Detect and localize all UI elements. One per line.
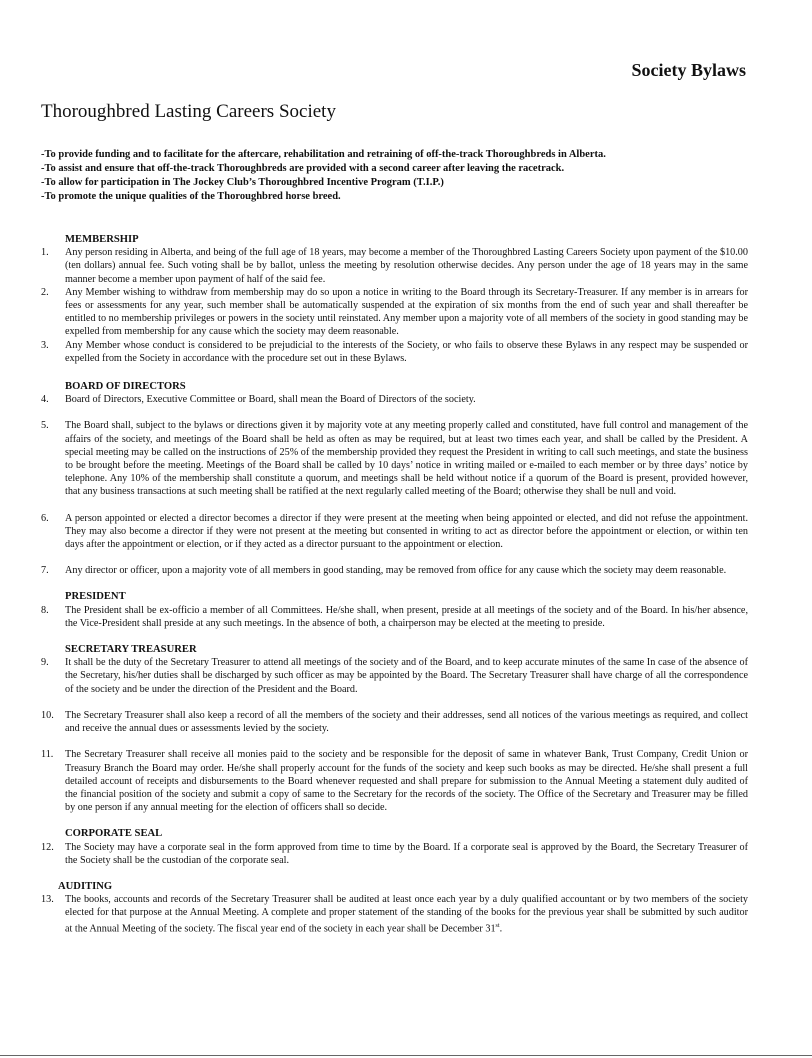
bylaw-number: 10.	[41, 709, 54, 721]
bylaw-text: The Board shall, subject to the bylaws or directions given it by majority vote at any meeting properly called and constituted, have full control and management of the affairs of the society, and meetings of the Board shall be held as often as may be required, but at least two times each year, and shall be called by the President. A special meeting may be called on the instructions of 25% of the membership provided they request the President in writing to call such meetings, and state the business to be brought before the meeting. Meetings of the Board shall be called by 10 days’ notice in writing mailed or e-mailed to each member or by three days’ notice by telephone. Any 10% of the membership shall constitute a quorum, and meetings shall be held without notice if a quorum of the Board is present, provided however, that any business transactions at such meeting shall be ratified at the next regularly called meeting of the Board; otherwise they shall be null and void.	[65, 420, 748, 498]
bylaw-number: 4.	[41, 394, 49, 406]
bylaw-number: 9.	[41, 657, 49, 669]
bylaw-text: The Secretary Treasurer shall receive all monies paid to the society and be responsible for the deposit of same in whatever Bank, Trust Company, Credit Union or Treasury Branch the Board may order. He/she shall properly account for the funds of the society and keep such books as may be directed. He/she shall present a full detailed account of receipts and disbursements to the Board whenever requested and shall prepare for submission to the Annual Meeting a statement duly audited of the financial position of the society and submit a copy of same to the Secretary for the records of the society. The Office of the Secretary and Treasurer may be filled by one person if any annual meeting for the election of officers shall so decide.	[65, 749, 748, 814]
purpose-item: -To assist and ensure that off-the-track Thoroughbreds are provided with a second career after leaving the racetrack.	[41, 163, 565, 174]
bylaw-number: 6.	[41, 512, 49, 524]
bylaw-item	[37, 286, 748, 339]
section-heading-board: BOARD OF DIRECTORS	[65, 381, 186, 393]
bylaw-number: 1.	[41, 247, 49, 259]
bylaw-text: Any director or officer, upon a majority vote of all members in good standing, may be removed from office for any cause which the society may deem reasonable.	[65, 565, 727, 577]
bylaw-text: It shall be the duty of the Secretary Treasurer to attend all meetings of the society and of the Board, and to keep accurate minutes of the same In case of the absence of the Secretary, his/her duties shall be discharged by such officer as may be appointed by the Board. The Secretary Treasurer shall have charge of all the correspondence of the society and be under the direction of the President and the Board.	[65, 657, 748, 695]
section-heading-auditing: AUDITING	[58, 880, 113, 892]
bylaw-item	[37, 748, 748, 814]
bylaw-item	[37, 893, 748, 935]
bylaw-text: Any Member whose conduct is considered to be prejudicial to the interests of the Society, or who fails to observe these Bylaws in any respect may be suspended or expelled from the Society in accordance with the procedure set out in these Bylaws.	[65, 339, 748, 364]
bylaw-number: 11.	[41, 749, 54, 761]
bylaw-item	[37, 339, 748, 365]
bylaw-text: Any person residing in Alberta, and being of the full age of 18 years, may become a member of the Thoroughbred Lasting Careers Society upon payment of the $10.00 (ten dollars) annual fee. Such voting shall be by ballot, unless the meeting by resolution otherwise decides. Any person under the age of 18 years may in the same manner become a member upon payment of half of the said fee.	[65, 247, 748, 285]
bylaw-text: A person appointed or elected a director becomes a director if they were present at the meeting when being appointed or elected, and did not refuse the appointment. They may also become a director if they were not present at the meeting but consented in writing to act as director before the appointment or election, or within ten days after the appointment or election, or if they acted as a director pursuant to the appointment or election.	[65, 512, 748, 551]
bylaw-number: 5.	[41, 420, 49, 432]
purpose-item: -To promote the unique qualities of the Thoroughbred horse breed.	[41, 191, 341, 202]
purposes-list	[41, 148, 761, 204]
bylaw-item	[37, 393, 748, 406]
bylaw-text: Any Member wishing to withdraw from membership may do so upon a notice in writing to the Board through its Secretary-Treasurer. If any member is in arrears for fees or assessments for any year, such member shall be automatically suspended at the expiration of six months from the end of such year and shall thereafter be entitled to no membership privileges or powers in the society until reinstated. Any member upon a majority vote of all members of the society in good standing may be expelled from membership for any cause which the society may deem reasonable.	[65, 286, 748, 338]
organization-name: Thoroughbred Lasting Careers Society	[41, 101, 336, 122]
ordinal-superscript: st	[495, 922, 500, 929]
bylaw-number: 12.	[41, 841, 54, 853]
bylaws-body	[37, 233, 748, 935]
purpose-item: -To provide funding and to facilitate for the aftercare, rehabilitation and retraining of off-the-track Thoroughbreds in Alberta.	[41, 149, 606, 160]
bylaw-text: The Society may have a corporate seal in the form approved from time to time by the Board. If a corporate seal is approved by the Board, the Secretary Treasurer of the Society shall be the custodian of the corporate seal.	[65, 841, 748, 866]
trailing-period: .	[499, 922, 503, 934]
section-heading-secretary: SECRETARY TREASURER	[65, 644, 197, 656]
bylaw-item	[37, 656, 748, 696]
bylaw-text-wrapper	[65, 893, 748, 935]
bylaw-text: The books, accounts and records of the Secretary Treasurer shall be audited at least once each year by a duly qualified accountant or by two members of the society elected for that purpose at the Annual Meeting. A complete and proper statement of the standing of the books for the previous year shall be submitted by such auditor at the Annual Meeting of the society. The fiscal year end of the society in each year shall be December 31	[65, 894, 748, 934]
bylaw-item	[37, 604, 748, 630]
section-heading-membership: MEMBERSHIP	[65, 234, 139, 245]
bylaw-number: 7.	[41, 565, 49, 577]
bylaw-number: 2.	[41, 286, 49, 298]
bylaw-number: 3.	[41, 339, 49, 351]
document-title: Society Bylaws	[631, 60, 746, 80]
purpose-item: -To allow for participation in The Jockey Club’s Thoroughbred Incentive Program (T.I.P.)	[41, 177, 444, 188]
bylaw-text: Board of Directors, Executive Committee or Board, shall mean the Board of Directors of the society.	[65, 394, 476, 406]
bylaw-item	[37, 419, 748, 498]
section-heading-president: PRESIDENT	[65, 591, 126, 603]
bylaw-item	[37, 564, 748, 577]
bylaw-number: 13.	[41, 894, 54, 906]
bylaw-number: 8.	[41, 604, 49, 616]
section-heading-corporate-seal: CORPORATE SEAL	[65, 828, 163, 840]
bylaw-item	[37, 512, 748, 552]
bylaw-item	[37, 709, 748, 735]
bylaw-text: The Secretary Treasurer shall also keep a record of all the members of the society and their addresses, send all notices of the various meetings as required, and collect and receive the annual dues or assessments levied by the society.	[65, 709, 748, 735]
bylaw-item	[37, 841, 748, 867]
bottom-divider	[0, 1055, 812, 1056]
bylaw-item	[37, 246, 748, 286]
bylaw-text: The President shall be ex-officio a member of all Committees. He/she shall, when present, preside at all meetings of the society and of the Board. In his/her absence, the Vice-President shall preside at any such meetings. In the absence of both, a chairperson may be elected at the meeting to preside.	[65, 604, 748, 629]
